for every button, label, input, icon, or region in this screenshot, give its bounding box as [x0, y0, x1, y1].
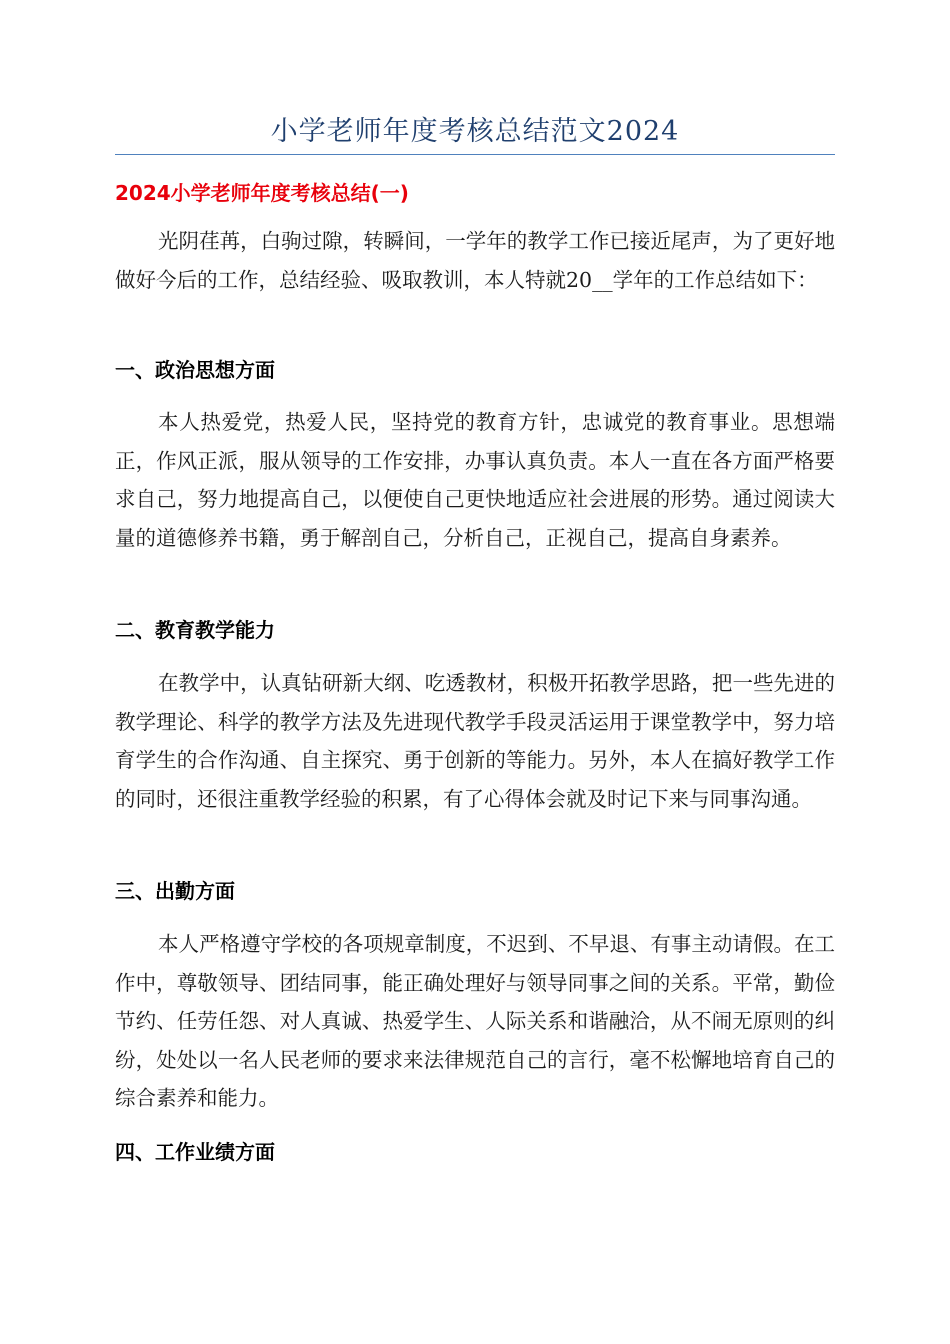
intro-paragraph: 光阴荏苒，白驹过隙，转瞬间，一学年的教学工作已接近尾声，为了更好地做好今后的工作，总结经验、吸取教训，本人特就20__学年的工作总结如下：	[115, 229, 835, 292]
title-underline	[115, 154, 835, 155]
subtitle-heading: 2024小学老师年度考核总结(一)	[115, 181, 409, 205]
section-body-politics: 本人热爱党，热爱人民，坚持党的教育方针，忠诚党的教育事业。思想端正，作风正派，服从领导的工作安排，办事认真负责。本人一直在各方面严格要求自己，努力地提高自己，以便使自己更快地适应社会进展的形势。通过阅读大量的道德修养书籍，勇于解剖自己，分析自己，正视自己，提高自身素养。	[115, 410, 835, 550]
section-heading-performance: 四、工作业绩方面	[115, 1140, 275, 1164]
section-heading-attendance: 三、出勤方面	[115, 879, 235, 903]
document-title: 小学老师年度考核总结范文2024	[270, 116, 680, 147]
section-heading-teaching: 二、教育教学能力	[115, 618, 275, 642]
section-heading-politics: 一、政治思想方面	[115, 358, 275, 382]
section-body-teaching: 在教学中，认真钻研新大纲、吃透教材，积极开拓教学思路，把一些先进的教学理论、科学的教学方法及先进现代教学手段灵活运用于课堂教学中，努力培育学生的合作沟通、自主探究、勇于创新的等能力。另外，本人在搞好教学工作的同时，还很注重教学经验的积累，有了心得体会就及时记下来与同事沟通。	[115, 671, 835, 811]
section-body-attendance: 本人严格遵守学校的各项规章制度，不迟到、不早退、有事主动请假。在工作中，尊敬领导、团结同事，能正确处理好与领导同事之间的关系。平常，勤俭节约、任劳任怨、对人真诚、热爱学生、人际关系和谐融洽，从不闹无原则的纠纷，处处以一名人民老师的要求来法律规范自己的言行，毫不松懈地培育自己的综合素养和能力。	[115, 932, 835, 1110]
